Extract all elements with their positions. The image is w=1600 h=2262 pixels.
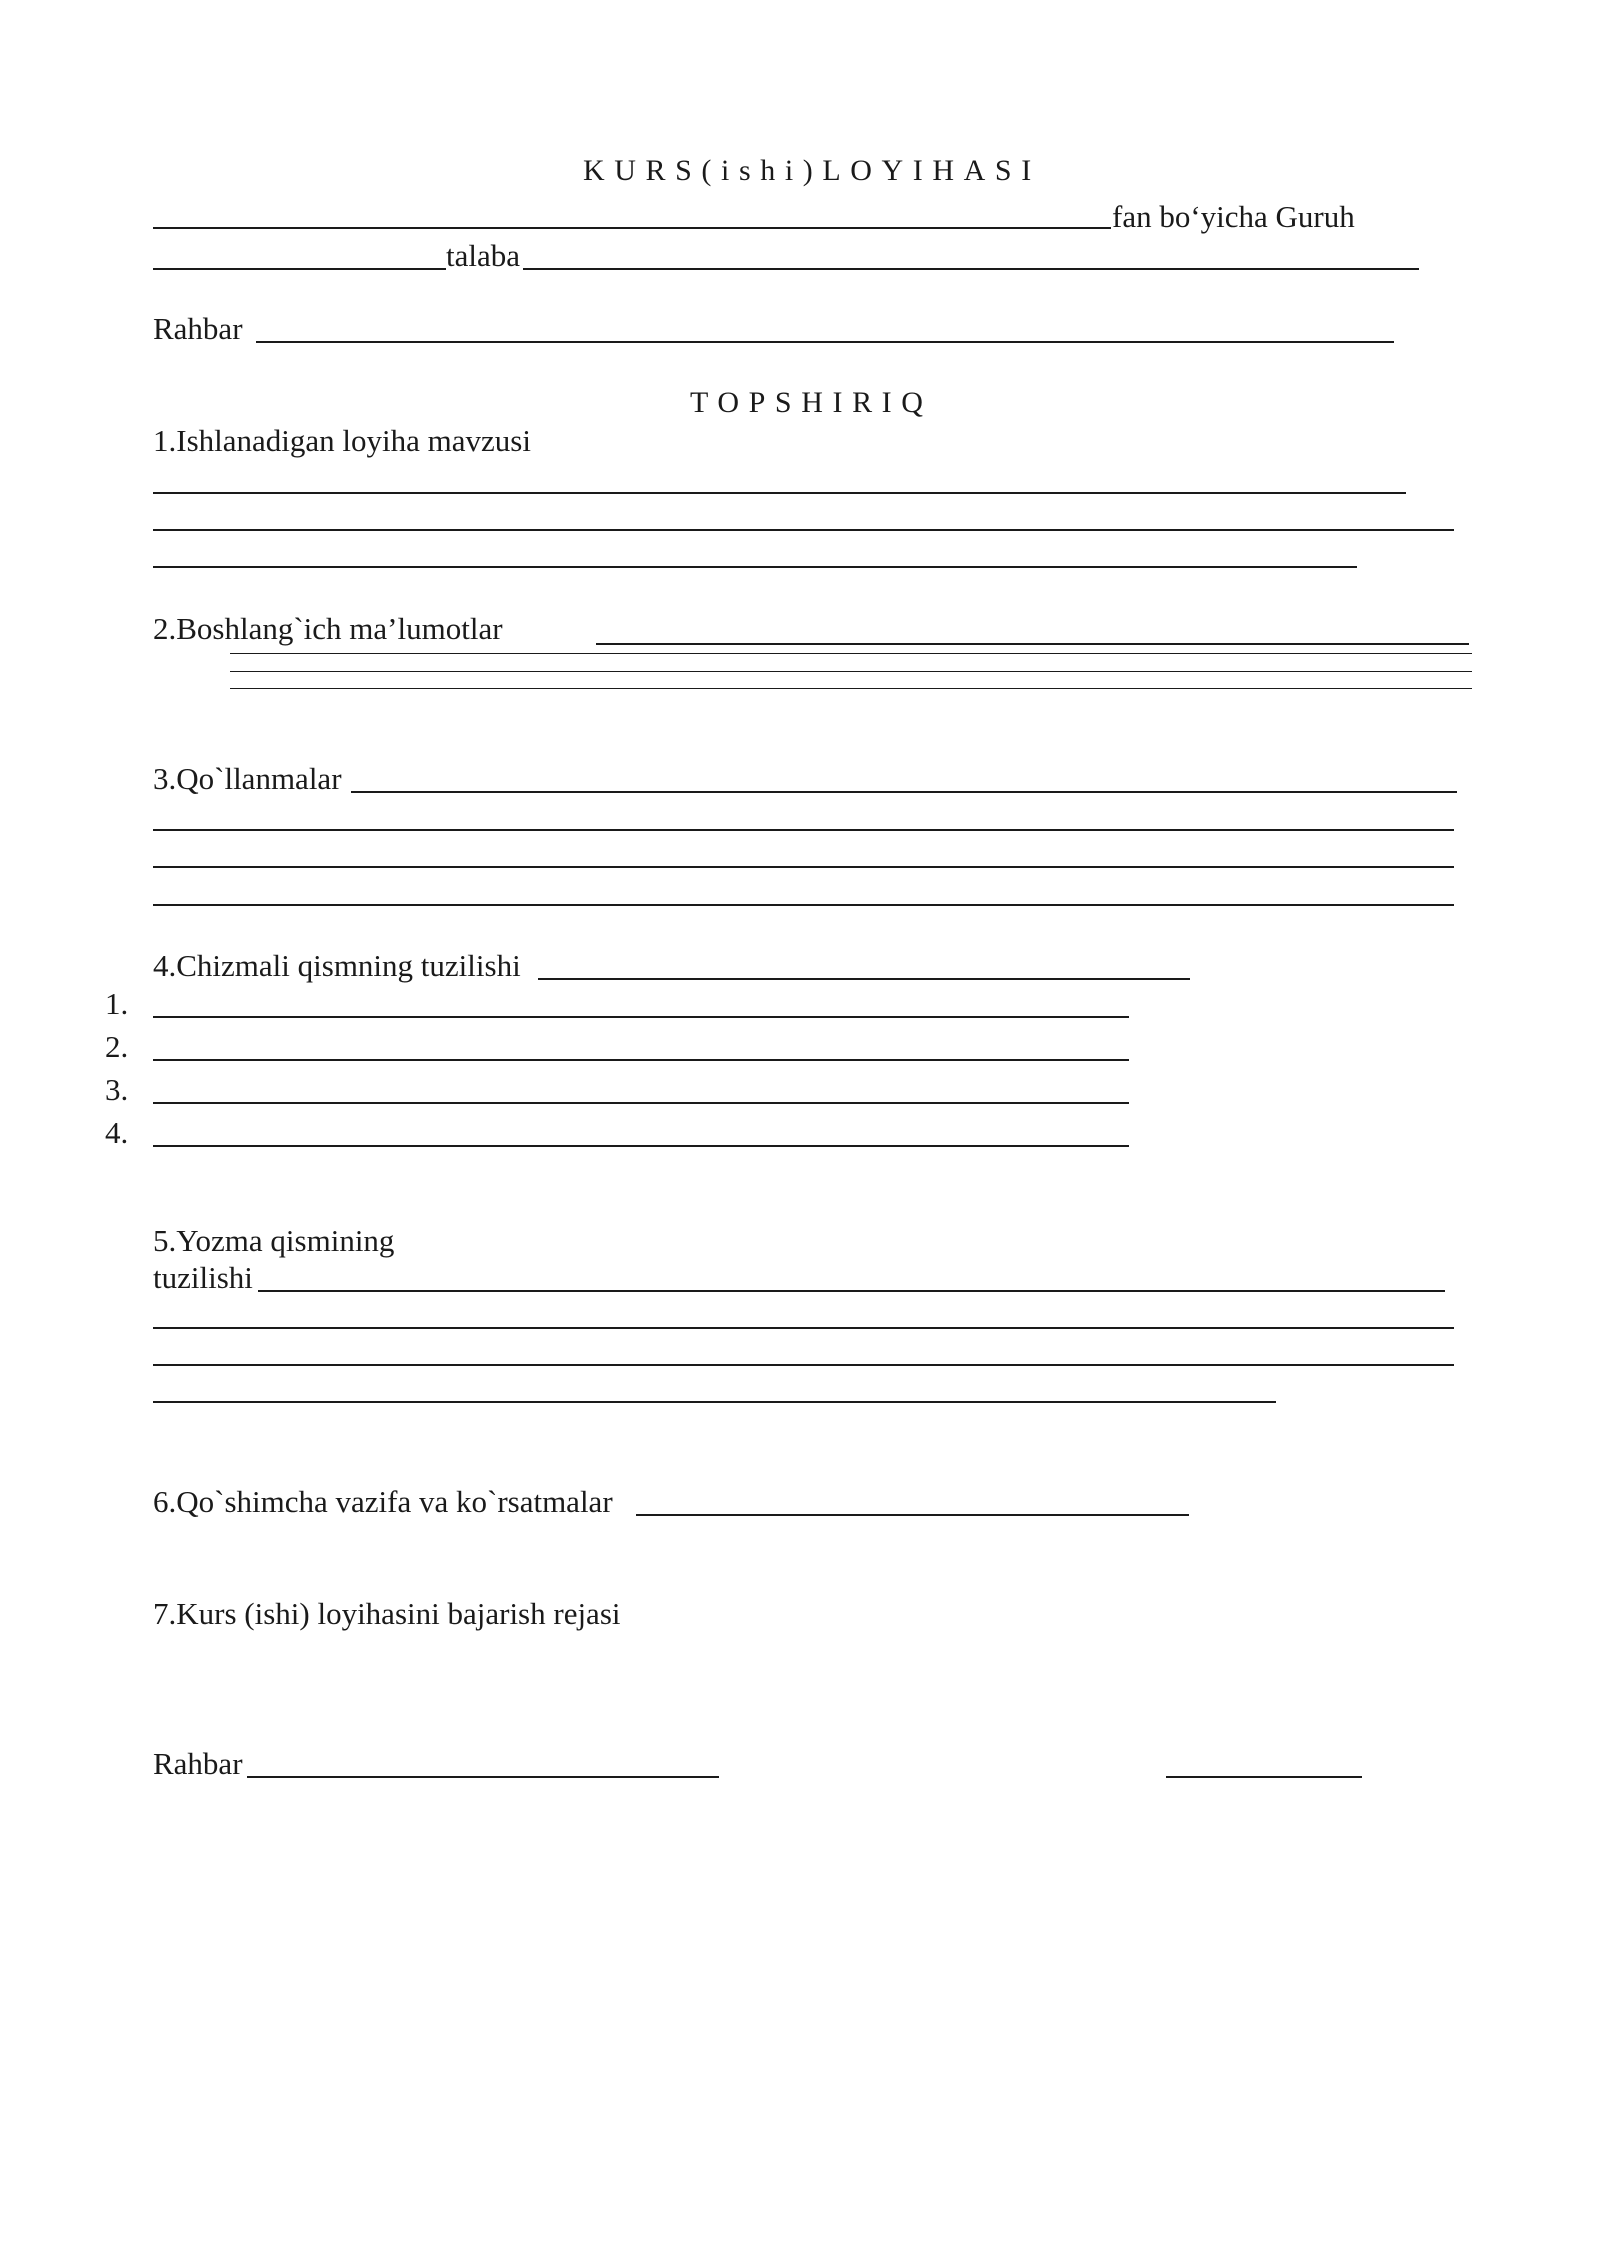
section-4-item-1-number: 1. — [105, 986, 129, 1021]
footer-supervisor-label: Rahbar — [153, 1746, 243, 1781]
section-4-item-3-number: 3. — [105, 1072, 129, 1107]
section-4-item-4-field[interactable] — [153, 1145, 1129, 1147]
section-2-label: 2.Boshlang`ich ma’lumotlar — [153, 611, 503, 646]
section-1-line-2[interactable] — [153, 529, 1454, 531]
student-name-field[interactable] — [523, 268, 1419, 270]
section-4-line[interactable] — [538, 978, 1190, 980]
section-4-label: 4.Chizmali qismning tuzilishi — [153, 948, 521, 983]
section-5-label-cont: tuzilishi — [153, 1260, 253, 1295]
section-1-line-1[interactable] — [153, 492, 1406, 494]
section-4-item-4-number: 4. — [105, 1115, 129, 1150]
section-4-item-3-field[interactable] — [153, 1102, 1129, 1104]
section-3-line-2[interactable] — [153, 829, 1454, 831]
section-3-label: 3.Qo`llanmalar — [153, 761, 342, 796]
document-title: KURS(ishi)LOYIHASI — [583, 154, 1041, 187]
section-5-label: 5.Yozma qismining — [153, 1223, 395, 1258]
supervisor-label: Rahbar — [153, 311, 243, 346]
supervisor-field[interactable] — [256, 341, 1394, 343]
section-1-label: 1.Ishlanadigan loyiha mavzusi — [153, 423, 531, 458]
section-3-line-4[interactable] — [153, 904, 1454, 906]
section-4-item-2-field[interactable] — [153, 1059, 1129, 1061]
subject-suffix-label: fan bo‘yicha Guruh — [1112, 199, 1355, 234]
student-label: talaba — [446, 238, 521, 273]
section-5-line-4[interactable] — [153, 1401, 1276, 1403]
section-6-line[interactable] — [636, 1514, 1189, 1516]
section-2-line-2[interactable] — [230, 653, 1472, 654]
section-7-label: 7.Kurs (ishi) loyihasini bajarish rejasi — [153, 1596, 621, 1631]
footer-signature-field[interactable] — [1166, 1776, 1362, 1778]
section-5-line-3[interactable] — [153, 1364, 1454, 1366]
section-4-item-1-field[interactable] — [153, 1016, 1129, 1018]
task-heading: TOPSHIRIQ — [690, 386, 933, 419]
section-3-line-1[interactable] — [351, 791, 1457, 793]
group-field[interactable] — [153, 268, 446, 270]
section-1-line-3[interactable] — [153, 566, 1357, 568]
subject-field[interactable] — [153, 227, 1111, 229]
section-2-line-4[interactable] — [230, 688, 1472, 689]
section-2-line-3[interactable] — [230, 671, 1472, 672]
section-6-label: 6.Qo`shimcha vazifa va ko`rsatmalar — [153, 1484, 613, 1519]
footer-supervisor-field[interactable] — [247, 1776, 719, 1778]
section-3-line-3[interactable] — [153, 866, 1454, 868]
section-5-line-2[interactable] — [153, 1327, 1454, 1329]
section-4-item-2-number: 2. — [105, 1029, 129, 1064]
section-2-line-1[interactable] — [596, 643, 1469, 645]
section-5-line-1[interactable] — [258, 1290, 1445, 1292]
